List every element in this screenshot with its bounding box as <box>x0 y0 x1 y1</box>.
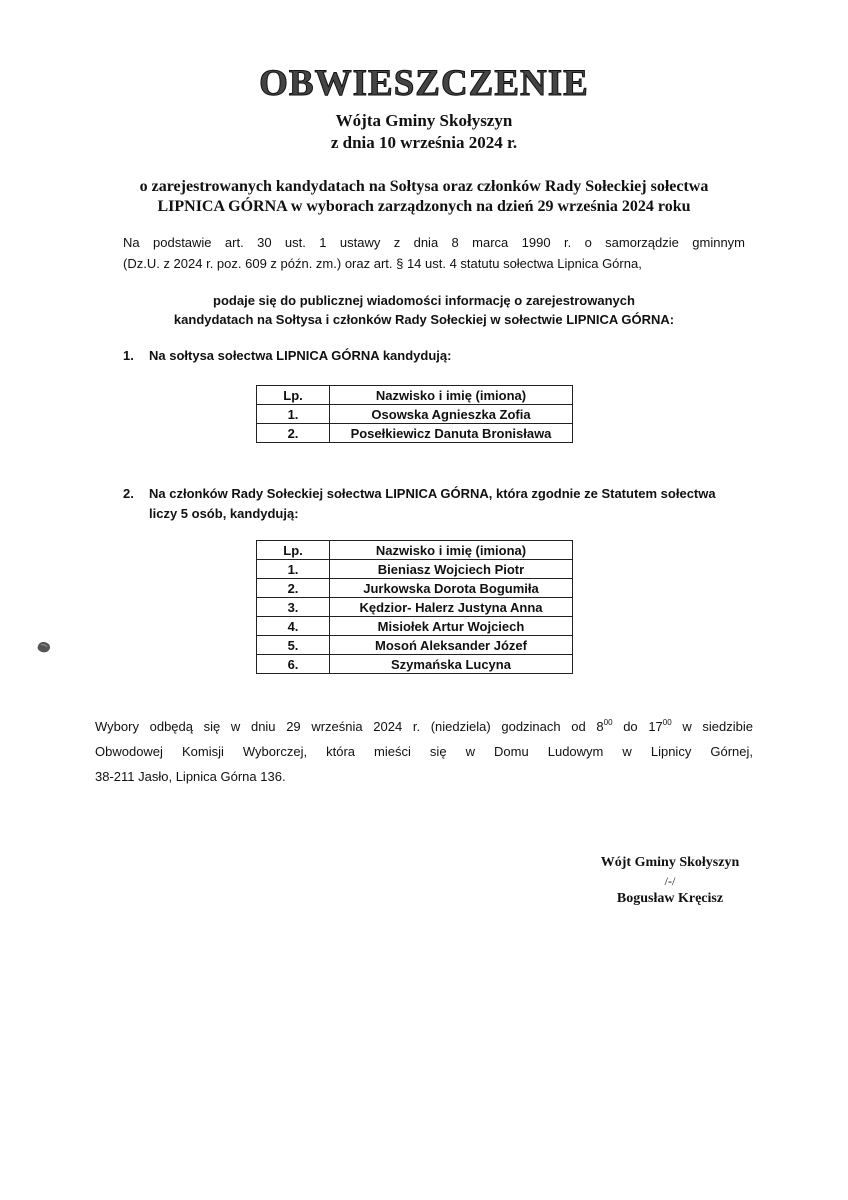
section-1-number: 1. <box>123 348 134 363</box>
row-lp: 1. <box>257 405 330 424</box>
table-row <box>257 560 573 579</box>
elections-text-c: w siedzibie <box>671 719 753 734</box>
row-name: Misiołek Artur Wojciech <box>330 617 573 636</box>
section-2-heading-text-1: Na członków Rady Sołeckiej sołectwa LIPNICA GÓRNA, która zgodnie ze Statutem sołectwa <box>149 486 716 501</box>
section-2-heading-text-2: liczy 5 osób, kandydują: <box>149 506 299 521</box>
column-header-name: Nazwisko i imię (imiona) <box>330 541 573 560</box>
signature-mark: /-/ <box>664 874 676 888</box>
elections-paragraph <box>95 714 753 789</box>
table-header-row <box>257 386 573 405</box>
signature-office: Wójt Gminy Skołyszyn <box>600 855 740 870</box>
row-lp: 2. <box>257 424 330 443</box>
section-2-heading <box>123 484 716 524</box>
section-1-heading-text: Na sołtysa sołectwa LIPNICA GÓRNA kandydują: <box>149 348 452 363</box>
row-lp: 6. <box>257 655 330 674</box>
row-name: Szymańska Lucyna <box>330 655 573 674</box>
signature-block <box>570 853 770 909</box>
row-name: Bieniasz Wojciech Piotr <box>330 560 573 579</box>
column-header-name: Nazwisko i imię (imiona) <box>330 386 573 405</box>
table-row <box>257 424 573 443</box>
table-row <box>257 579 573 598</box>
row-lp: 3. <box>257 598 330 617</box>
council-candidates-table <box>256 540 573 674</box>
table-row <box>257 636 573 655</box>
row-lp: 4. <box>257 617 330 636</box>
row-name: Posełkiewicz Danuta Bronisława <box>330 424 573 443</box>
elections-text-b: do 17 <box>612 719 663 734</box>
table-header-row <box>257 541 573 560</box>
time-to-minutes: 00 <box>662 718 672 727</box>
legal-basis-line-2: (Dz.U. z 2024 r. poz. 609 z późn. zm.) oraz art. § 14 ust. 4 statutu sołectwa Lipnica Górna, <box>123 256 642 271</box>
table-row <box>257 405 573 424</box>
table-row <box>257 598 573 617</box>
section-2-number: 2. <box>123 486 134 501</box>
announcement-line-2: kandydatach na Sołtysa i członków Rady Sołeckiej w sołectwie LIPNICA GÓRNA: <box>173 312 675 327</box>
time-from-minutes: 00 <box>603 718 613 727</box>
row-name: Mosoń Aleksander Józef <box>330 636 573 655</box>
signature-name: Bogusław Kręcisz <box>616 891 724 906</box>
row-name: Kędzior- Halerz Justyna Anna <box>330 598 573 617</box>
elections-text-a: Wybory odbędą się w dniu 29 września 2024 r. (niedziela) godzinach od 8 <box>95 719 604 734</box>
column-header-lp: Lp. <box>257 541 330 560</box>
document-title: OBWIESZCZENIE <box>259 63 589 104</box>
soltys-candidates-table <box>256 385 573 443</box>
announcement-line-1: podaje się do publicznej wiadomości informację o zarejestrowanych <box>213 293 635 308</box>
row-name: Osowska Agnieszka Zofia <box>330 405 573 424</box>
date-line: z dnia 10 września 2024 r. <box>330 133 518 152</box>
legal-basis-paragraph <box>123 232 745 274</box>
elections-line-1 <box>95 714 753 739</box>
scan-smudge-mark <box>36 640 52 654</box>
issuer-line: Wójta Gminy Skołyszyn <box>335 111 513 130</box>
row-lp: 2. <box>257 579 330 598</box>
subject-line-2: LIPNICA GÓRNA w wyborach zarządzonych na dzień 29 września 2024 roku <box>157 198 691 215</box>
row-lp: 1. <box>257 560 330 579</box>
row-name: Jurkowska Dorota Bogumiła <box>330 579 573 598</box>
table-row <box>257 617 573 636</box>
elections-line-2: Obwodowej Komisji Wyborczej, która mieści się w Domu Ludowym w Lipnicy Górnej, <box>95 744 753 759</box>
table-row <box>257 655 573 674</box>
subject-line-1: o zarejestrowanych kandydatach na Sołtysa oraz członków Rady Sołeckiej sołectwa <box>139 178 709 195</box>
column-header-lp: Lp. <box>257 386 330 405</box>
elections-line-3: 38-211 Jasło, Lipnica Górna 136. <box>95 769 286 784</box>
legal-basis-line-1: Na podstawie art. 30 ust. 1 ustawy z dnia 8 marca 1990 r. o samorządzie gminnym <box>123 235 745 250</box>
row-lp: 5. <box>257 636 330 655</box>
section-1-heading <box>123 346 451 366</box>
